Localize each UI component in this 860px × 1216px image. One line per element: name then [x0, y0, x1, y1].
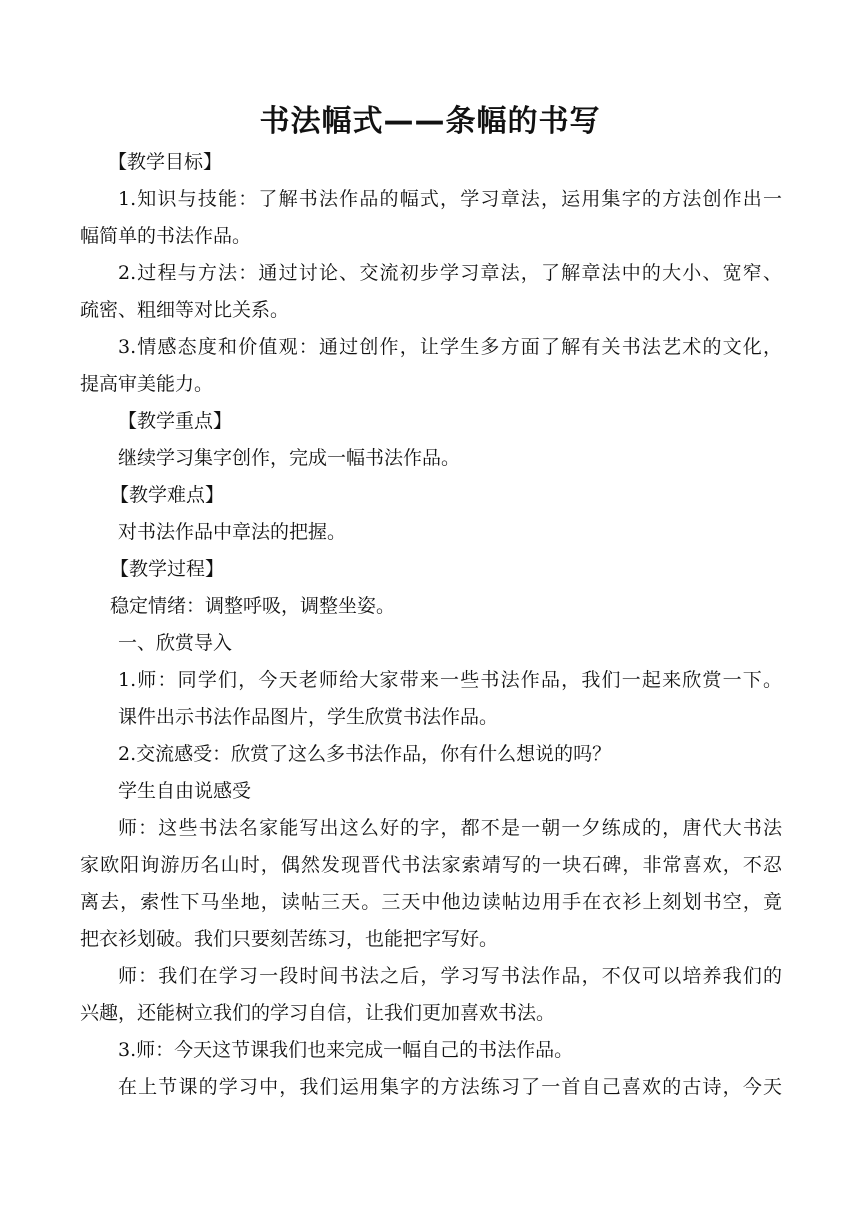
story-line-4: 把衣衫划破。我们只要刻苦练习，也能把字写好。: [80, 928, 499, 950]
teacher-intro-line: 1.师：同学们，今天老师给大家带来一些书法作品，我们一起来欣赏一下。: [118, 669, 782, 691]
teacher-interest-line-2: 兴趣，还能树立我们的学习自信，让我们更加喜欢书法。: [80, 1002, 556, 1024]
heading-difficulties: 【教学难点】: [110, 484, 225, 506]
objective-2-line-1: 2.过程与方法：通过讨论、交流初步学习章法，了解章法中的大小、宽窄、: [118, 262, 782, 284]
objective-1-line-2: 幅简单的书法作品。: [80, 225, 252, 247]
story-line-3: 离去，索性下马坐地，读帖三天。三天中他边读帖边用手在衣衫上刻划书空，竟: [80, 891, 782, 913]
objective-1-line-1: 1.知识与技能：了解书法作品的幅式，学习章法，运用集字的方法创作出一: [118, 188, 782, 210]
students-speak-line: 学生自由说感受: [118, 780, 252, 802]
story-line-2: 家欧阳询游历名山时，偶然发现晋代书法家索靖写的一块石碑，非常喜欢，不忍: [80, 854, 782, 876]
objective-2-line-2: 疏密、粗细等对比关系。: [80, 299, 290, 321]
heading-teaching-process: 【教学过程】: [110, 558, 225, 580]
exchange-feelings-line: 2.交流感受：欣赏了这么多书法作品，你有什么想说的吗？: [118, 743, 612, 765]
heading-key-points: 【教学重点】: [118, 410, 233, 432]
process-calm-text: 稳定情绪：调整呼吸，调整坐姿。: [110, 595, 396, 617]
heading-teaching-objectives: 【教学目标】: [108, 151, 223, 173]
objective-3-line-1: 3.情感态度和价值观：通过创作，让学生多方面了解有关书法艺术的文化，: [118, 336, 782, 358]
document-title: 书法幅式——条幅的书写: [259, 104, 601, 139]
key-points-text: 继续学习集字创作，完成一幅书法作品。: [118, 447, 461, 469]
teacher-interest-line-1: 师：我们在学习一段时间书法之后，学习写书法作品，不仅可以培养我们的: [118, 965, 782, 987]
objective-3-line-2: 提高审美能力。: [80, 373, 214, 395]
difficulties-text: 对书法作品中章法的把握。: [118, 521, 347, 543]
section-appreciation-heading: 一、欣赏导入: [118, 632, 233, 654]
today-lesson-line: 3.师：今天这节课我们也来完成一幅自己的书法作品。: [118, 1039, 574, 1061]
story-line-1: 师：这些书法名家能写出这么好的字，都不是一朝一夕练成的，唐代大书法: [118, 817, 782, 839]
courseware-line: 课件出示书法作品图片，学生欣赏书法作品。: [118, 706, 499, 728]
last-lesson-line: 在上节课的学习中，我们运用集字的方法练习了一首自己喜欢的古诗，今天: [118, 1076, 782, 1098]
